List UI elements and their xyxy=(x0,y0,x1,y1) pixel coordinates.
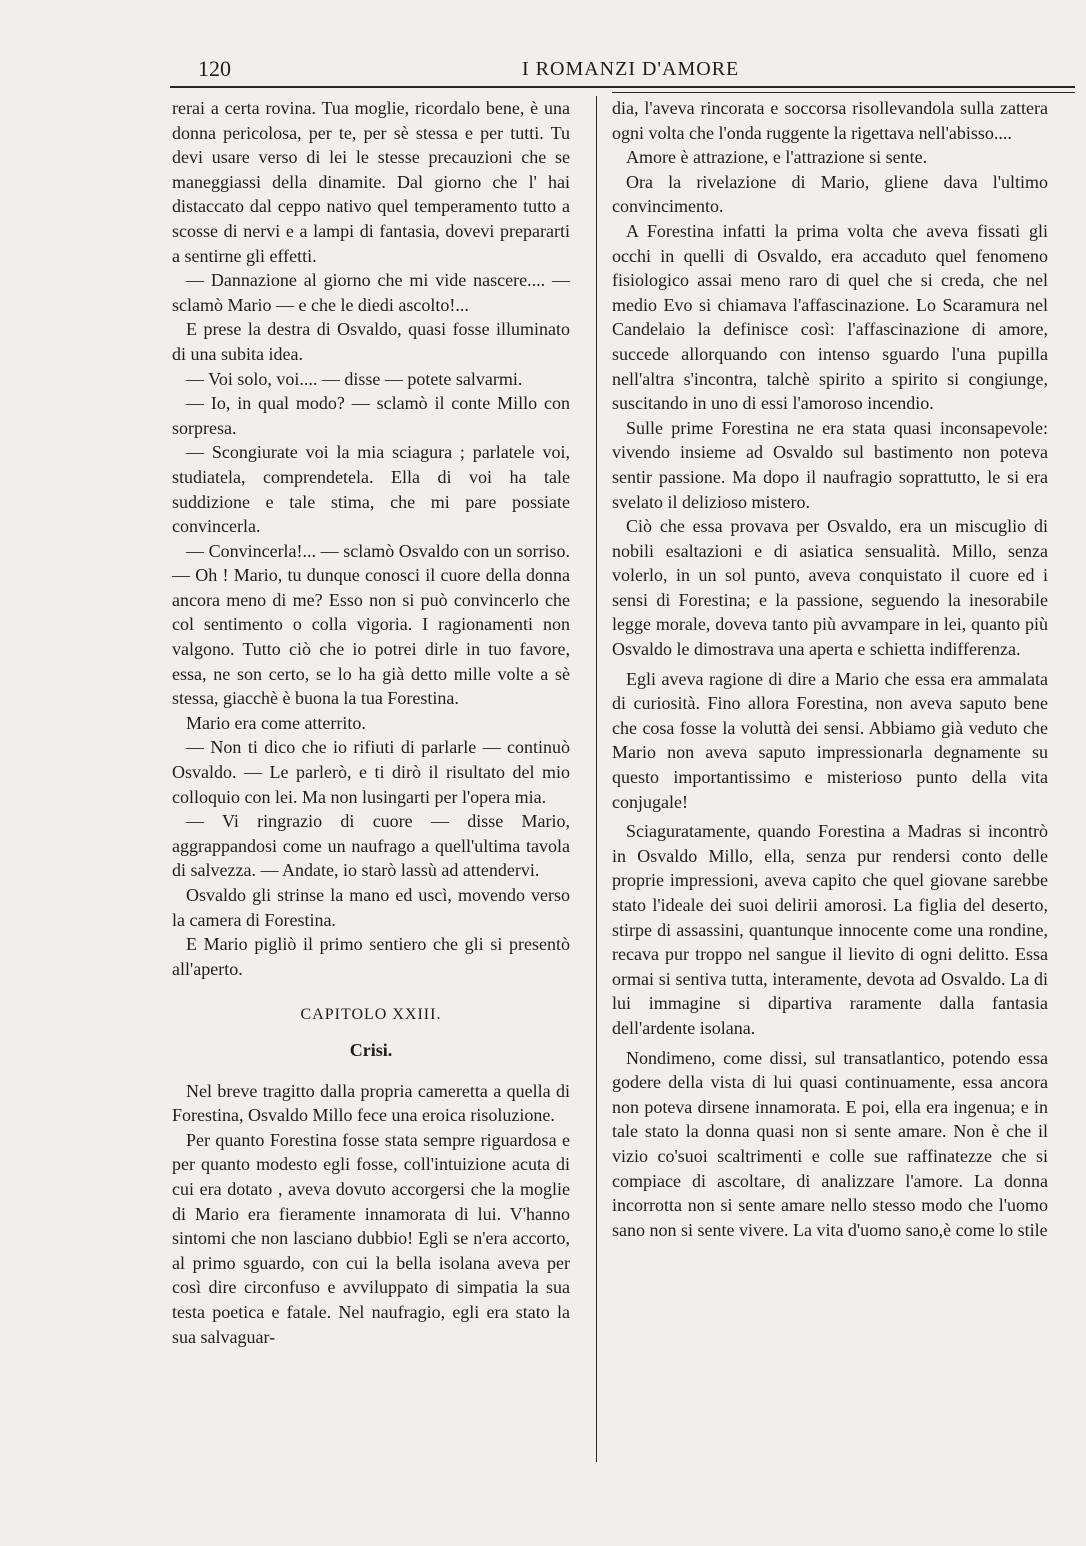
paragraph: Nondimeno, come dissi, sul transatlantico, potendo essa godere della vista di lui quasi continuamente, essa ancora non poteva dirsene innamorata. E poi, ella era ingenua; e in tale stato la donna quasi non si sente amare. Non è che il vizio co'suoi scaltrimenti e colle sue raffinatezze che si compiace di ascoltare, di analizzare l'amore. La donna incorrotta non si sente amare nello stesso modo che l'uomo sano non si sente vivere. La vita d'uomo sano,è come lo stile xyxy=(612,1047,1048,1240)
paragraph: Mario era come atterrito. xyxy=(186,712,366,733)
paragraph: — Scongiurate voi la mia sciagura ; parlatele voi, studiatela, comprendetela. Ella di voi ha tale suddizione e tale stima, che mi pare possiate convincerla. xyxy=(172,442,570,537)
paragraph: Amore è attrazione, e l'attrazione si sente. xyxy=(626,147,928,168)
paragraph: dia, l'aveva rincorata e soccorsa risollevandola sulla zattera ogni volta che l'onda ruggente la rigettava nell'abisso.... xyxy=(612,98,1048,143)
paragraph: E prese la destra di Osvaldo, quasi fosse illuminato di una subita idea. xyxy=(172,319,570,364)
paragraph: Osvaldo gli strinse la mano ed uscì, movendo verso la camera di Forestina. xyxy=(172,885,570,930)
paragraph: — Voi solo, voi.... — disse — potete salvarmi. xyxy=(186,368,523,389)
column-divider xyxy=(596,96,597,1462)
paragraph: Per quanto Forestina fosse stata sempre riguardosa e per quanto modesto egli fosse, coll'intuizione acuta di cui era dotato , aveva dovuto accorgersi che la moglie di Mario era fieramente innamorata di lui. V'hanno sintomi che non lasciano dubbio! Egli se n'era accorto, al primo sguardo, con cui la bella isolana aveva per così dire circonfuso e avviluppato di simpatia la sua testa poetica e fatale. Nel naufragio, egli era stato la sua salvaguar- xyxy=(172,1129,570,1347)
left-column xyxy=(172,96,570,1349)
paragraph: rerai a certa rovina. Tua moglie, ricordalo bene, è una donna pericolosa, per te, per sè stessa e per tutti. Tu devi usare verso di lei le stesse precauzioni che se maneggiassi della dinamite. Dal giorno che l' hai distaccato dal ceppo nativo quel temperamento tutto a scosse di nervi e a lampi di fantasia, dovevi prepararti a sentirne gli effetti. xyxy=(172,98,570,266)
paragraph: — Vi ringrazio di cuore — disse Mario, aggrappandosi come un naufrago a quell'ultima tavola di salvezza. — Andate, io starò lassù ad attendervi. xyxy=(172,811,570,881)
running-title: I ROMANZI D'AMORE xyxy=(522,58,740,80)
header-rule-secondary xyxy=(612,92,1075,93)
paragraph: — Dannazione al giorno che mi vide nascere.... — sclamò Mario — e che le diedi ascolto!... xyxy=(172,270,570,315)
paragraph: Egli aveva ragione di dire a Mario che essa era ammalata di curiosità. Fino allora Forestina, non aveva saputo bene che cosa fosse la voluttà dei sensi. Abbiamo già veduto che Mario non aveva saputo impressionarla degnamente su questo importantissimo e misterioso punto della vita conjugale! xyxy=(612,668,1048,812)
paragraph: Sulle prime Forestina ne era stata quasi inconsapevole: vivendo insieme ad Osvaldo sul bastimento non poteva sentir passione. Ma dopo il naufragio soprattutto, le si era svelato il delizioso mistero. xyxy=(612,417,1048,512)
chapter-heading: CAPITOLO XXIII. xyxy=(300,1006,442,1024)
paragraph: Ora la rivelazione di Mario, gliene dava l'ultimo convincimento. xyxy=(612,171,1048,217)
paragraph: E Mario pigliò il primo sentiero che gli si presentò all'aperto. xyxy=(172,934,570,979)
paragraph: A Forestina infatti la prima volta che aveva fissati gli occhi in quelli di Osvaldo, era accaduto quel fenomeno fisiologico assai meno raro di quel che si creda, che nel medio Evo si chiamava l'affascinazione. Lo Scaramura nel Candelaio la definisce così: l'affascinazione di amore, succede allorquando con intenso sguardo l'una pupilla nell'altra s'incontra, talchè spirito a spirito si congiunge, suscitando in uno di essi l'amoroso incendio. xyxy=(612,220,1048,414)
chapter-title: Crisi. xyxy=(349,1039,393,1060)
paragraph: Ciò che essa provava per Osvaldo, era un miscuglio di nobili esaltazioni e di asiatica sensualità. Millo, senza volerlo, in un sol punto, aveva conquistato il cuore ed i sensi di Forestina; e la passione, seguendo la inesorabile legge morale, doveva tanto più avvampare in lei, quanto più Osvaldo le dimostrava una aperta e schietta indifferenza. xyxy=(612,516,1048,660)
paragraph: — Convincerla!... — sclamò Osvaldo con un sorriso. — Oh ! Mario, tu dunque conosci il cuore della donna ancora meno di me? Esso non si può convincerlo che col sentimento o colla vigoria. I ragionamenti non valgono. Tutto ciò che io potrei dirle in tuo favore, essa, ne son certo, se lo ha già detto mille volte a sè stessa, giacchè è buona la tua Forestina. xyxy=(172,540,570,709)
paragraph: — Non ti dico che io rifiuti di parlarle — continuò Osvaldo. — Le parlerò, e ti dirò il risultato del mio colloquio con lei. Ma non lusingarti per l'opera mia. xyxy=(172,737,570,807)
paragraph: Nel breve tragitto dalla propria cameretta a quella di Forestina, Osvaldo Millo fece una eroica risoluzione. xyxy=(172,1080,570,1126)
right-column xyxy=(612,96,1048,1242)
page-header xyxy=(170,52,1075,86)
header-rule xyxy=(170,86,1075,88)
paragraph: Sciaguratamente, quando Forestina a Madras si incontrò in Osvaldo Millo, ella, senza pur rendersi conto delle proprie impressioni, aveva capito che quel giovane sarebbe stato l'ideale dei suoi delirii amorosi. La figlia del deserto, stirpe di assassini, quantunque innocente come una rondine, recava pur troppo nel sangue il lievito di ogni delitto. Essa ormai si sentiva tutta, interamente, devota ad Osvaldo. La di lui immagine si dipartiva raramente dalla fantasia dell'ardente isolana. xyxy=(612,821,1048,1038)
paragraph: — Io, in qual modo? — sclamò il conte Millo con sorpresa. xyxy=(172,393,570,438)
page-number: 120 xyxy=(198,56,231,81)
